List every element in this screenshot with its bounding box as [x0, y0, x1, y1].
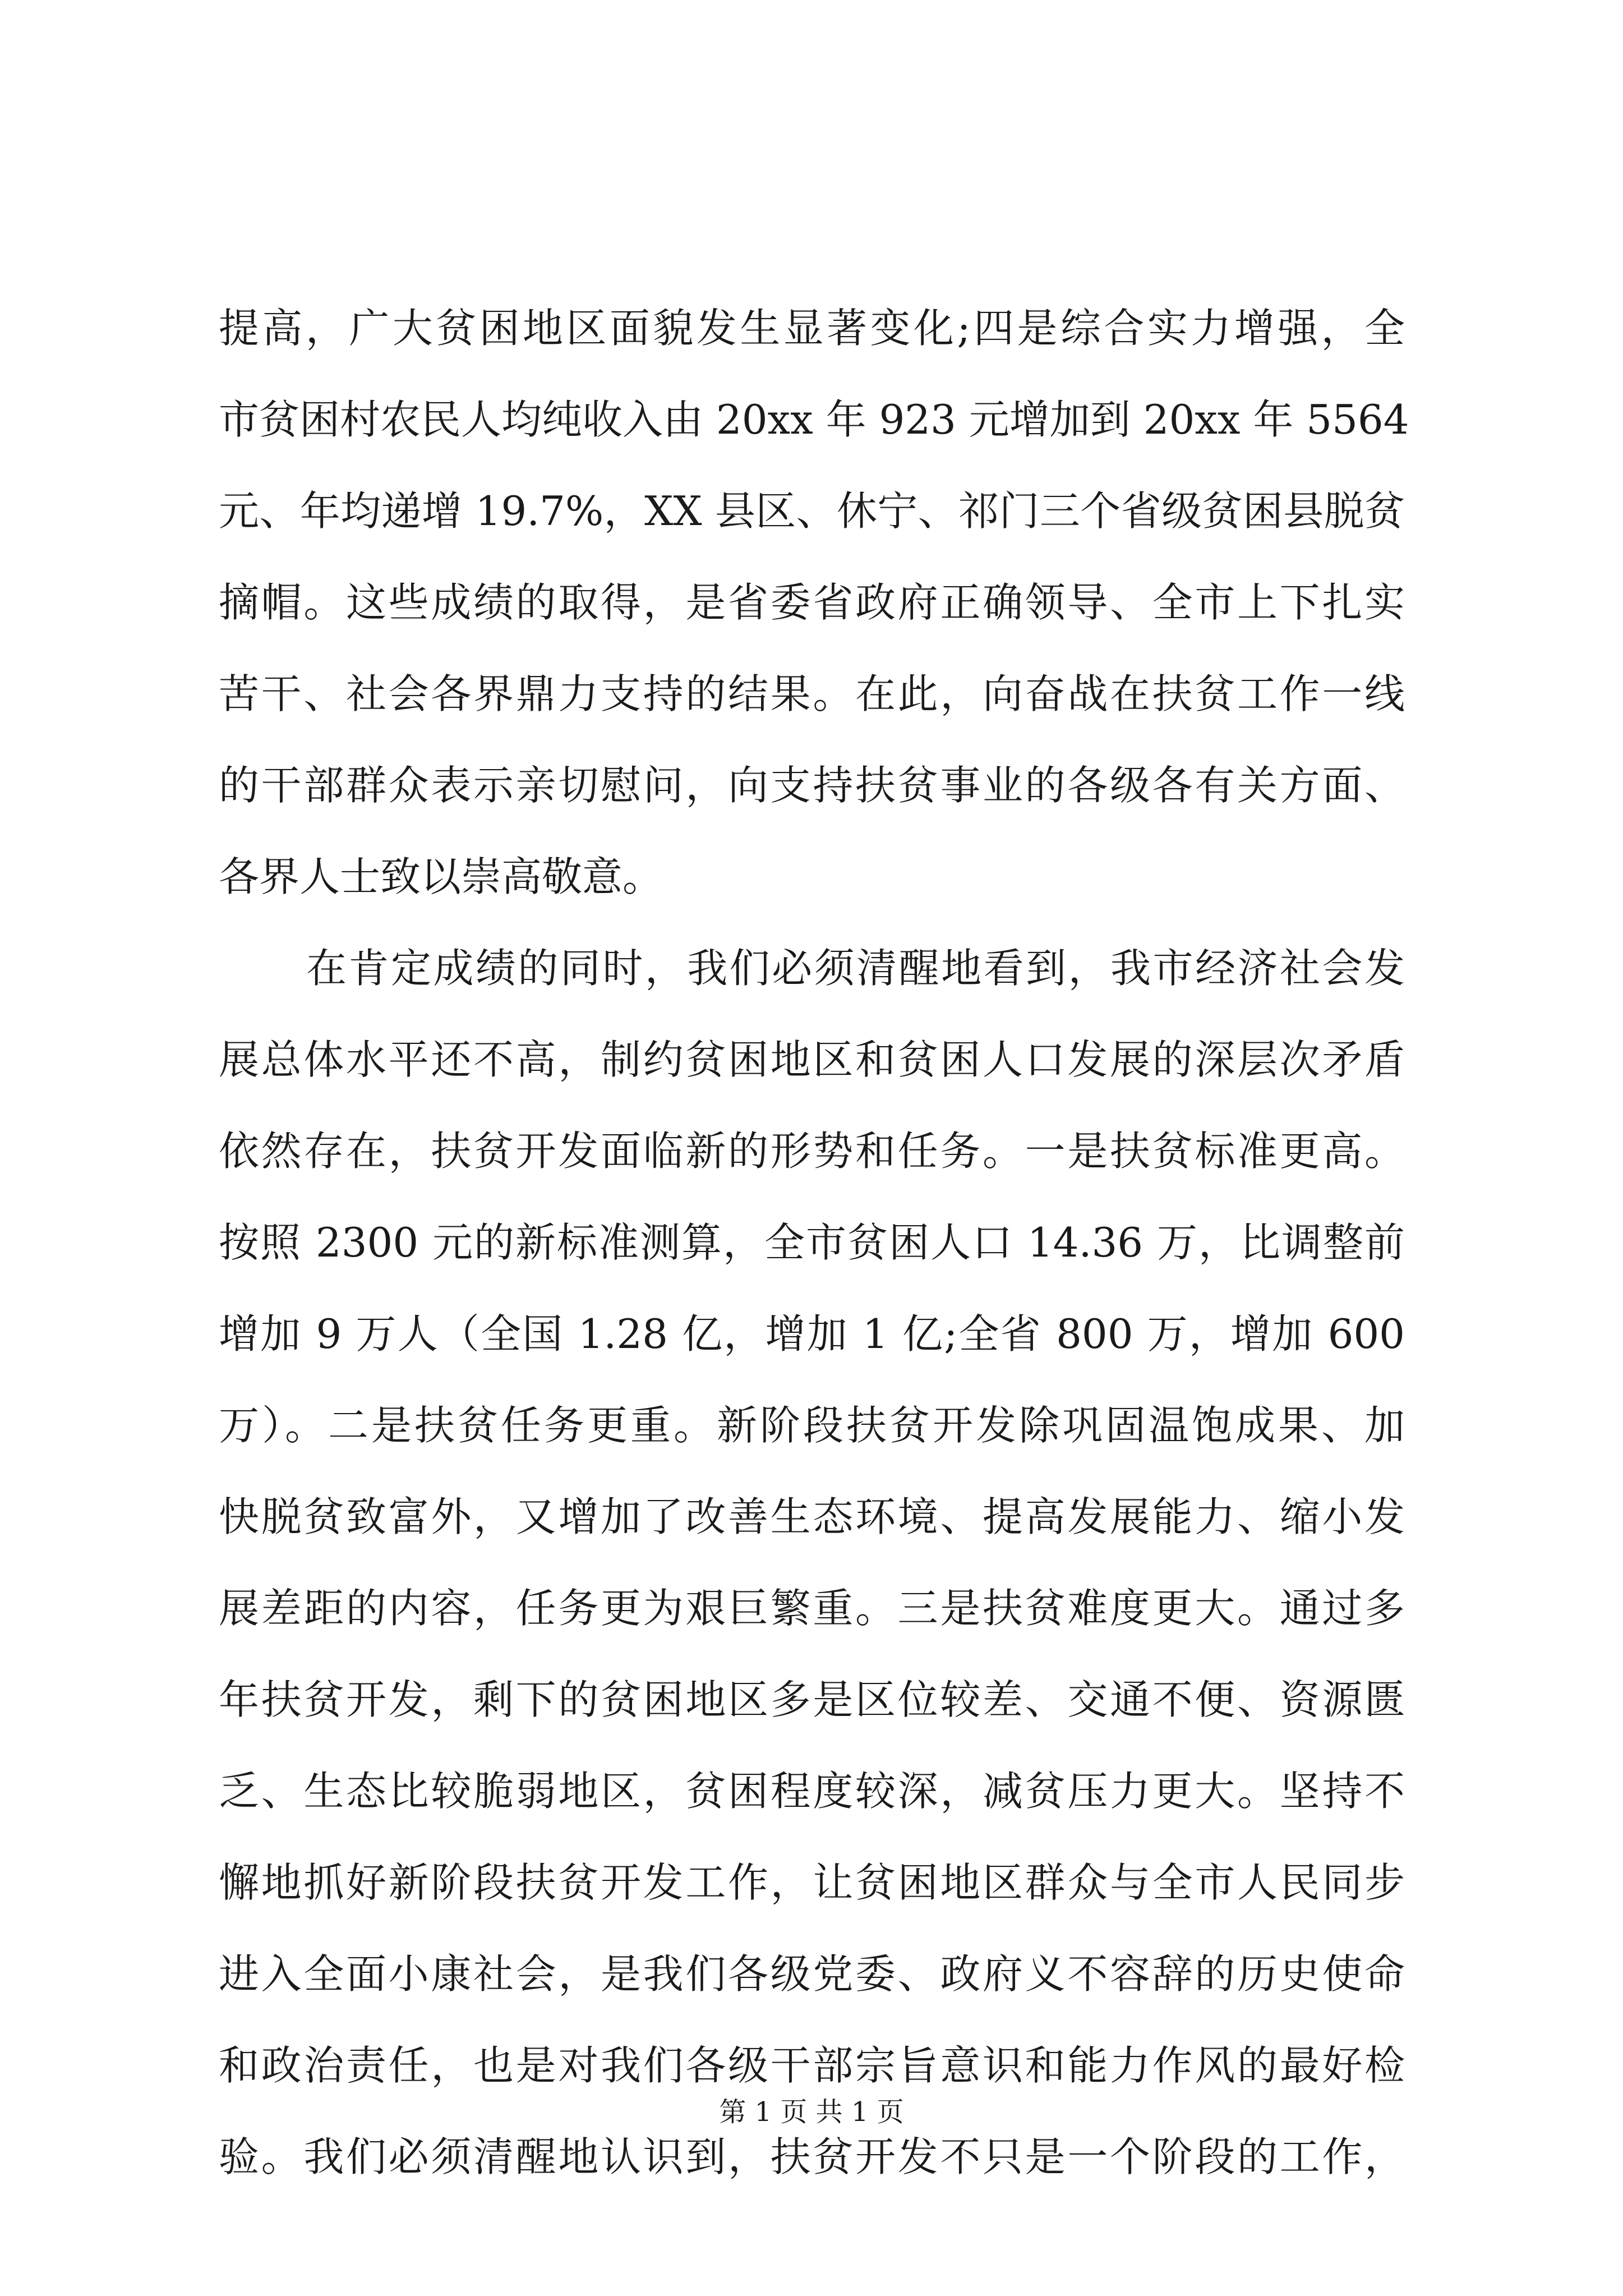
text-line: 懈地抓好新阶段扶贫开发工作，让贫困地区群众与全市人民同步 — [219, 1859, 1405, 1906]
text-line: 增加 9 万人（全国 1.28 亿，增加 1 亿;全省 800 万，增加 600 — [219, 1310, 1405, 1358]
text-line: 进入全面小康社会，是我们各级党委、政府义不容辞的历史使命 — [219, 1950, 1405, 1998]
text-line: 万）。二是扶贫任务更重。新阶段扶贫开发除巩固温饱成果、加 — [219, 1402, 1405, 1449]
text-line: 验。我们必须清醒地认识到，扶贫开发不只是一个阶段的工作， — [219, 2133, 1405, 2180]
text-line: 提高，广大贫困地区面貌发生显著变化;四是综合实力增强，全 — [219, 305, 1405, 352]
text-line: 年扶贫开发，剩下的贫困地区多是区位较差、交通不便、资源匮 — [219, 1676, 1405, 1723]
text-line: 乏、生态比较脆弱地区，贫困程度较深，减贫压力更大。坚持不 — [219, 1768, 1405, 1815]
text-line: 展差距的内容，任务更为艰巨繁重。三是扶贫难度更大。通过多 — [219, 1585, 1405, 1632]
text-line: 苦干、社会各界鼎力支持的结果。在此，向奋战在扶贫工作一线 — [219, 670, 1405, 717]
text-line: 按照 2300 元的新标准测算，全市贫困人口 14.36 万，比调整前 — [219, 1219, 1405, 1266]
text-line: 快脱贫致富外，又增加了改善生态环境、提高发展能力、缩小发 — [219, 1493, 1405, 1540]
text-line: 市贫困村农民人均纯收入由 20xx 年 923 元增加到 20xx 年 5564 — [219, 396, 1409, 443]
page-footer: 第 1 页 共 1 页 — [719, 2096, 904, 2128]
text-line: 摘帽。这些成绩的取得，是省委省政府正确领导、全市上下扎实 — [219, 579, 1405, 626]
body-text — [219, 300, 1409, 2220]
text-line: 元、年均递增 19.7%，XX 县区、休宁、祁门三个省级贫困县脱贫 — [219, 487, 1405, 535]
text-line: 各界人士致以崇高敬意。 — [219, 853, 663, 900]
text-line: 依然存在，扶贫开发面临新的形势和任务。一是扶贫标准更高。 — [219, 1128, 1405, 1175]
text-line: 展总体水平还不高，制约贫困地区和贫困人口发展的深层次矛盾 — [219, 1036, 1405, 1083]
paragraph-start-line: 在肯定成绩的同时，我们必须清醒地看到，我市经济社会发 — [306, 945, 1405, 992]
text-line: 和政治责任，也是对我们各级干部宗旨意识和能力作风的最好检 — [219, 2042, 1405, 2089]
text-line: 的干部群众表示亲切慰问，向支持扶贫事业的各级各有关方面、 — [219, 762, 1405, 809]
